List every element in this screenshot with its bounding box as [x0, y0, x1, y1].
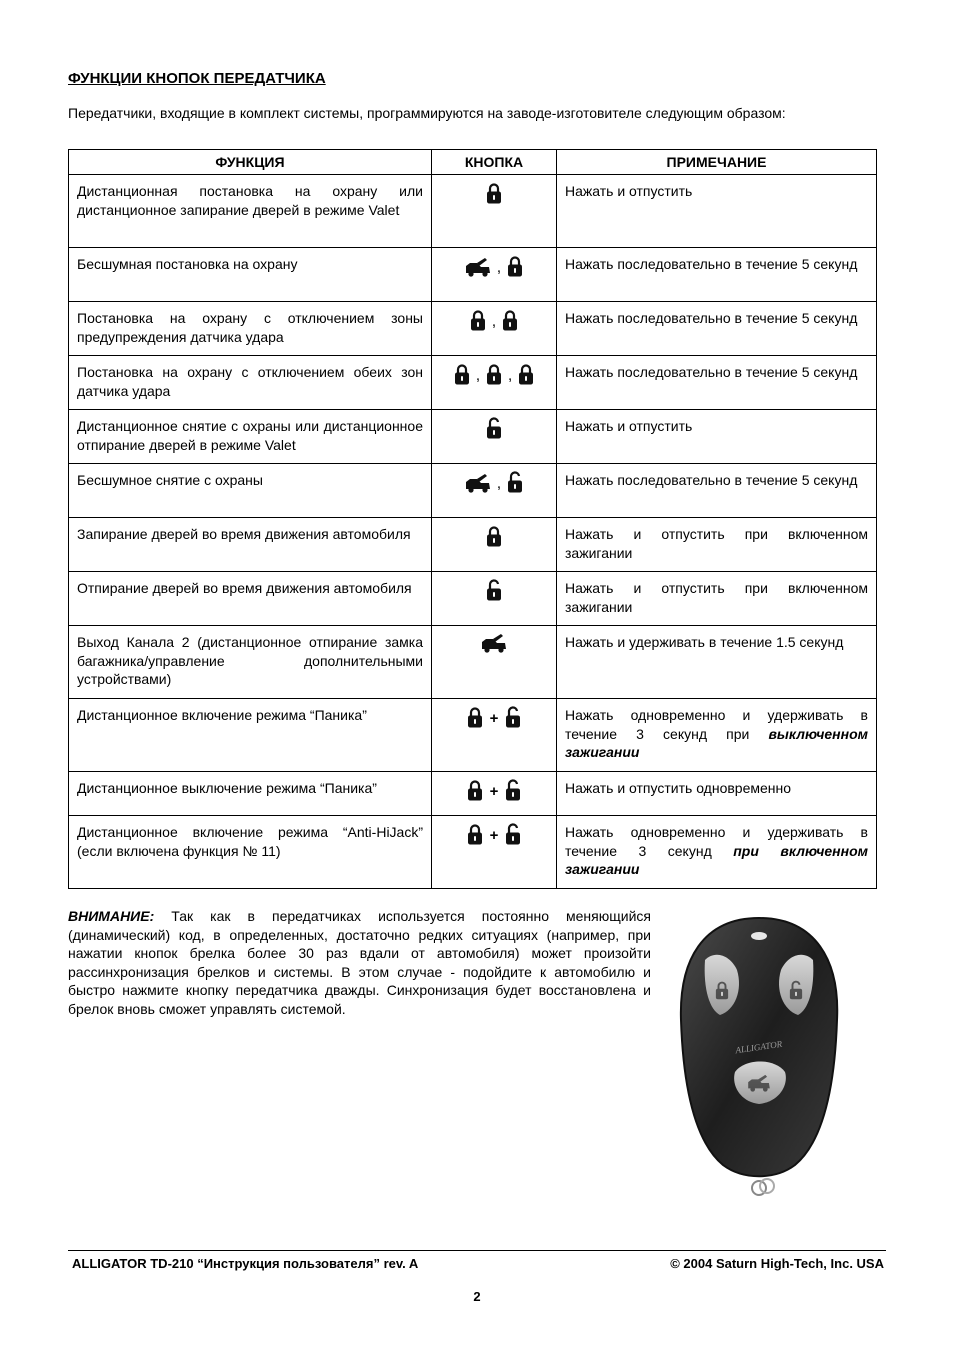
button-cell	[432, 518, 557, 572]
note-cell: Нажать и удерживать в течение 1.5 секунд	[557, 626, 877, 699]
button-cell	[432, 302, 557, 356]
comma-separator: ,	[496, 258, 502, 276]
function-cell: Бесшумное снятие с охраны	[69, 464, 432, 518]
comma-separator: ,	[475, 366, 480, 384]
function-cell: Дистанционное включение режима “Паника”	[69, 699, 432, 772]
table-row	[69, 572, 877, 626]
button-cell	[432, 248, 557, 302]
lock-icon	[486, 363, 502, 385]
lock-icon	[454, 363, 470, 385]
table-row	[69, 772, 877, 816]
note-cell: Нажать последовательно в течение 5 секунд	[557, 248, 877, 302]
table-row	[69, 248, 877, 302]
warning-text: Так как в передатчиках используется постоянно меняющийся (динамический) код, в определенных, достаточно редких ситуациях (например, при нажатии кнопок брелка более 30 раз вдали от автомобиля) может произойти рассинхронизация брелков и системы. В этом случае - подойдите к автомобилю и быстро нажмите кнопку передатчика дважды. Синхронизация будет восстановлена и брелок вновь сможет управлять системой.	[68, 908, 651, 1017]
table-row	[69, 175, 877, 248]
plus-separator: +	[489, 782, 499, 800]
function-cell: Отпирание дверей во время движения автомобиля	[69, 572, 432, 626]
table-row	[69, 626, 877, 699]
comma-separator: ,	[491, 312, 497, 330]
lock-icon	[486, 182, 502, 204]
section-title: ФУНКЦИИ КНОПОК ПЕРЕДАТЧИКА	[68, 70, 326, 87]
function-cell: Выход Канала 2 (дистанционное отпирание замка багажника/управление дополнительными устройствами)	[69, 626, 432, 699]
function-cell: Постановка на охрану с отключением обеих зон датчика удара	[69, 356, 432, 410]
note-text: Нажать одновременно и удерживать в течение 3 секунд при	[565, 707, 868, 742]
note-cell	[557, 699, 877, 772]
footer-divider	[68, 1250, 886, 1251]
button-cell	[432, 356, 557, 410]
function-cell: Дистанционное снятие с охраны или дистанционное отпирание дверей в режиме Valet	[69, 410, 432, 464]
lock-icon	[486, 525, 502, 547]
note-cell: Нажать последовательно в течение 5 секунд	[557, 464, 877, 518]
footer-copyright: © 2004 Saturn High-Tech, Inc. USA	[670, 1256, 884, 1271]
trunk-icon	[481, 633, 507, 653]
button-cell	[432, 572, 557, 626]
unlock-icon	[505, 823, 521, 845]
button-cell	[432, 772, 557, 816]
lock-icon	[467, 779, 483, 801]
fob-brand-label: ALLIGATOR	[734, 1038, 783, 1056]
button-cell	[432, 464, 557, 518]
table-row	[69, 518, 877, 572]
note-cell: Нажать последовательно в течение 5 секунд	[557, 356, 877, 410]
function-cell: Дистанционное выключение режима “Паника”	[69, 772, 432, 816]
warning-label: ВНИМАНИЕ:	[68, 908, 155, 924]
note-cell: Нажать и отпустить при включенном зажигании	[557, 572, 877, 626]
header-button: КНОПКА	[432, 150, 557, 175]
note-cell: Нажать и отпустить	[557, 410, 877, 464]
button-cell	[432, 410, 557, 464]
comma-separator: ,	[496, 474, 502, 492]
intro-paragraph: Передатчики, входящие в комплект системы, программируются на заводе-изготовителе следующим образом:	[68, 105, 786, 121]
table-row	[69, 356, 877, 410]
unlock-icon	[486, 579, 502, 601]
button-cell	[432, 175, 557, 248]
lock-icon	[507, 255, 523, 277]
note-text: Нажать одновременно и удерживать в течение 3 секунд	[565, 824, 868, 859]
plus-separator: +	[489, 826, 499, 844]
table-header-row	[69, 150, 877, 175]
button-functions-table	[68, 149, 877, 889]
note-emphasis: при включенном зажигании	[565, 842, 868, 877]
unlock-icon	[486, 417, 502, 439]
button-cell	[432, 816, 557, 889]
function-cell: Постановка на охрану с отключением зоны предупреждения датчика удара	[69, 302, 432, 356]
comma-separator: ,	[508, 366, 513, 384]
lock-icon	[470, 309, 486, 331]
warning-paragraph	[68, 907, 651, 1018]
unlock-icon	[507, 471, 523, 493]
key-fob-image	[675, 910, 855, 1200]
function-cell: Дистанционная постановка на охрану или дистанционное запирание дверей в режиме Valet	[69, 175, 432, 248]
note-cell: Нажать и отпустить	[557, 175, 877, 248]
footer-title: ALLIGATOR TD-210 “Инструкция пользователя” rev. A	[72, 1256, 419, 1271]
function-cell: Бесшумная постановка на охрану	[69, 248, 432, 302]
function-cell: Запирание дверей во время движения автомобиля	[69, 518, 432, 572]
lock-icon	[502, 309, 518, 331]
button-cell	[432, 699, 557, 772]
trunk-icon	[465, 473, 491, 493]
note-cell: Нажать и отпустить при включенном зажигании	[557, 518, 877, 572]
trunk-icon	[465, 257, 491, 277]
unlock-icon	[505, 779, 521, 801]
function-cell: Дистанционное включение режима “Anti-HiJack” (если включена функция № 11)	[69, 816, 432, 889]
page-number: 2	[473, 1289, 481, 1304]
lock-icon	[518, 363, 534, 385]
table-row	[69, 699, 877, 772]
note-emphasis: выключенном зажигании	[565, 725, 868, 760]
note-cell	[557, 816, 877, 889]
note-cell: Нажать и отпустить одновременно	[557, 772, 877, 816]
header-note: ПРИМЕЧАНИЕ	[557, 150, 877, 175]
table-row	[69, 816, 877, 889]
note-cell: Нажать последовательно в течение 5 секунд	[557, 302, 877, 356]
lock-icon	[467, 706, 483, 728]
table-row	[69, 302, 877, 356]
table-row	[69, 410, 877, 464]
button-cell	[432, 626, 557, 699]
unlock-icon	[505, 706, 521, 728]
plus-separator: +	[489, 709, 499, 727]
header-function: ФУНКЦИЯ	[69, 150, 432, 175]
table-row	[69, 464, 877, 518]
lock-icon	[467, 823, 483, 845]
